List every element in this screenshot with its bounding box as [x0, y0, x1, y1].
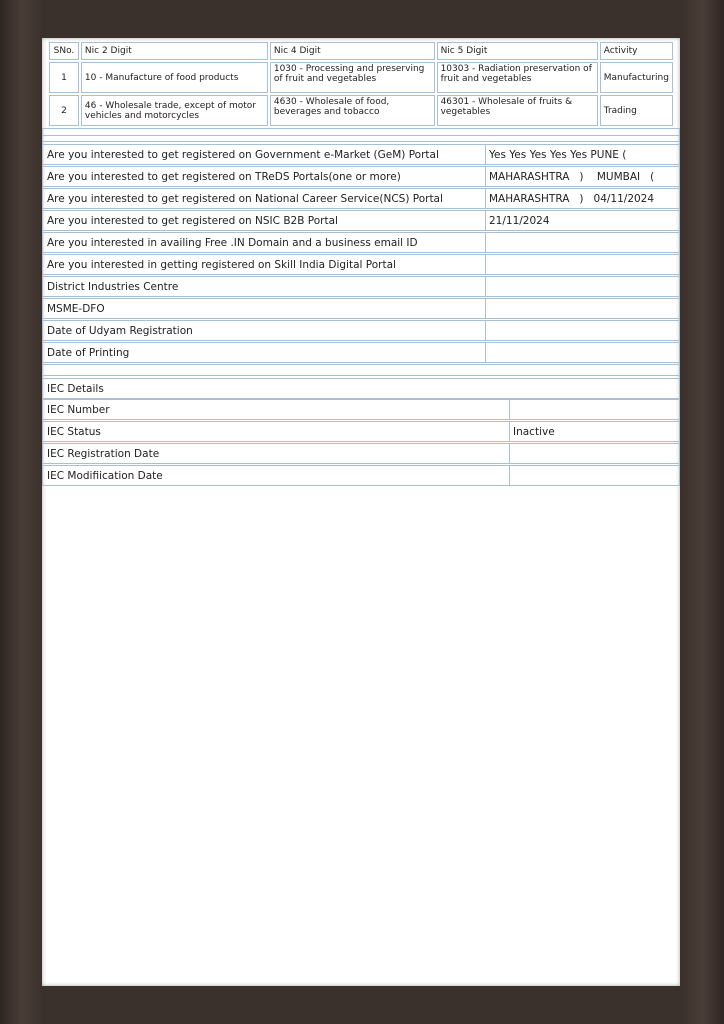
column-divider: [485, 321, 486, 340]
section-spacer: [43, 364, 679, 376]
certificate-page: [42, 38, 680, 986]
column-divider: [509, 422, 510, 441]
registration-row-printing-date: [43, 342, 679, 363]
row-label: IEC Registration Date: [47, 448, 160, 460]
iec-title: IEC Details: [47, 383, 104, 395]
row-label: Date of Udyam Registration: [47, 325, 193, 337]
column-divider: [509, 466, 510, 485]
row-sno: 2: [49, 95, 79, 126]
column-divider: [485, 299, 486, 318]
header-sno: SNo.: [49, 42, 79, 60]
section-spacer: [43, 128, 679, 136]
nic-code-table: [47, 40, 675, 128]
column-divider: [485, 189, 486, 208]
row-label: Are you interested to get registered on NSIC B2B Portal: [47, 215, 338, 227]
row-activity: Manufacturing: [600, 62, 673, 93]
column-divider: [485, 255, 486, 274]
row-label: Are you interested to get registered on Government e-Market (GeM) Portal: [47, 149, 439, 161]
registration-row-dic: [43, 276, 679, 297]
registration-row-msme-dfo: [43, 298, 679, 319]
iec-row-status: [43, 421, 679, 442]
iec-section-title: [43, 378, 679, 399]
registration-row-gem: [43, 144, 679, 165]
column-divider: [485, 233, 486, 252]
header-nic5: Nic 5 Digit: [437, 42, 598, 60]
row-label: District Industries Centre: [47, 281, 179, 293]
column-divider: [485, 277, 486, 296]
row-nic4: 1030 - Processing and preserving of fruit and vegetables: [270, 62, 435, 93]
row-value: MAHARASHTRA ) 04/11/2024: [489, 193, 655, 205]
registration-row-domain: [43, 232, 679, 253]
table-row: [49, 95, 673, 126]
row-label: Are you interested in getting registered on Skill India Digital Portal: [47, 259, 396, 271]
row-label: Are you interested in availing Free .IN Domain and a business email ID: [47, 237, 418, 249]
row-label: IEC Status: [47, 426, 101, 438]
registration-row-udyam-date: [43, 320, 679, 341]
row-label: MSME-DFO: [47, 303, 105, 315]
right-border: [679, 128, 680, 486]
row-sno: 1: [49, 62, 79, 93]
registration-row-nsic: [43, 210, 679, 231]
column-divider: [485, 211, 486, 230]
row-activity: Trading: [600, 95, 673, 126]
row-label: IEC Modifiication Date: [47, 470, 163, 482]
row-value: Inactive: [513, 426, 555, 438]
column-divider: [509, 400, 510, 419]
column-divider: [485, 343, 486, 362]
row-nic5: 46301 - Wholesale of fruits & vegetables: [437, 95, 598, 126]
iec-row-registration-date: [43, 443, 679, 464]
row-label: Are you interested to get registered on TReDS Portals(one or more): [47, 171, 401, 183]
column-divider: [485, 167, 486, 186]
header-nic4: Nic 4 Digit: [270, 42, 435, 60]
row-nic5: 10303 - Radiation preservation of fruit and vegetables: [437, 62, 598, 93]
column-divider: [485, 145, 486, 164]
registration-row-ncs: [43, 188, 679, 209]
row-label: IEC Number: [47, 404, 110, 416]
row-value: MAHARASHTRA ) MUMBAI (: [489, 171, 655, 183]
row-nic2: 46 - Wholesale trade, except of motor vehicles and motorcycles: [81, 95, 268, 126]
left-border: [42, 128, 43, 486]
column-divider: [509, 444, 510, 463]
row-label: Are you interested to get registered on National Career Service(NCS) Portal: [47, 193, 443, 205]
row-label: Date of Printing: [47, 347, 130, 359]
section-spacer: [43, 136, 679, 142]
registration-row-treds: [43, 166, 679, 187]
iec-row-number: [43, 399, 679, 420]
row-nic4: 4630 - Wholesale of food, beverages and tobacco: [270, 95, 435, 126]
row-nic2: 10 - Manufacture of food products: [81, 62, 268, 93]
table-row: [49, 62, 673, 93]
header-activity: Activity: [600, 42, 673, 60]
row-value: Yes Yes Yes Yes Yes PUNE (: [489, 149, 627, 161]
registration-row-skill-india: [43, 254, 679, 275]
header-nic2: Nic 2 Digit: [81, 42, 268, 60]
nic-table-header: [49, 42, 673, 60]
row-value: 21/11/2024: [489, 215, 550, 227]
iec-row-modification-date: [43, 465, 679, 486]
